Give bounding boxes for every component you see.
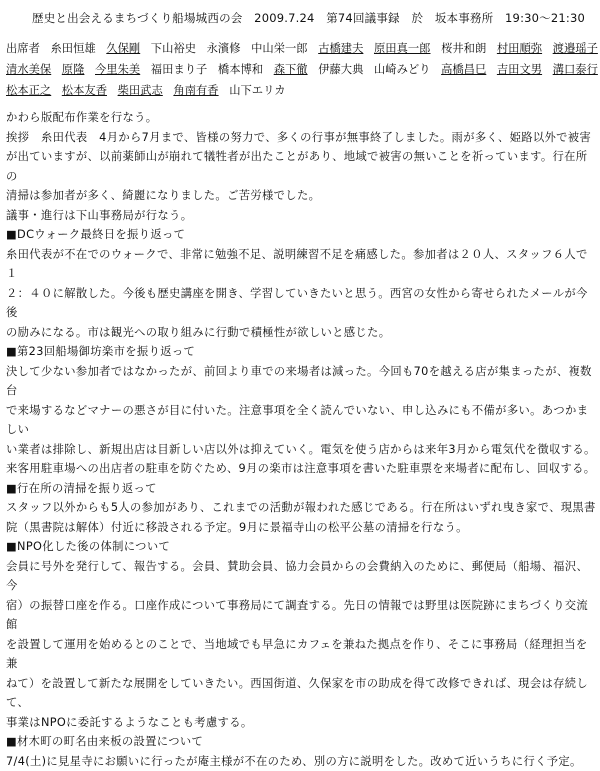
- attendee-name: 松本友香: [62, 84, 107, 97]
- body-line: 糸田代表が不在でのウォークで、非常に勉強不足、説明練習不足を痛感した。参加者は２０人、スタッフ６人で１: [6, 245, 596, 284]
- body-line: 決して少ない参加者ではなかったが、前回より車での来場者は減った。今回も70を越える店が集まったが、複数台: [6, 362, 596, 401]
- attendee-name: 山下エリカ: [229, 84, 285, 97]
- body-line: い業者は排除し、新規出店は目新しい店以外は抑えていく。電気を使う店からは来年3月から電気代を徴収する。: [6, 440, 596, 460]
- body-line: の励みになる。市は観光への取り組みに行動で積極性が欲しいと感じた。: [6, 323, 596, 343]
- attendees-section: [6, 40, 596, 103]
- body-line: を設置して運用を始めるとのことで、当地域でも早急にカフェを兼ねた拠点を作り、そこに事務局（経理担当を兼: [6, 635, 596, 674]
- attendee-name: 永濱修: [207, 42, 241, 55]
- attendee-name: 松本正之: [6, 84, 51, 97]
- attendee-name: 角南有香: [173, 84, 218, 97]
- body-line: 清掃は参加者が多く、綺麗になりました。ご苦労様でした。: [6, 186, 596, 206]
- attendees-row: [6, 61, 596, 82]
- attendee-name: 原隆: [62, 63, 85, 76]
- body-line: 議事・進行は下山事務局が行なう。: [6, 206, 596, 226]
- attendee-name: 古橋建夫: [318, 42, 363, 55]
- attendee-name: 今里朱美: [95, 63, 140, 76]
- attendee-name: 山崎みどり: [374, 63, 431, 76]
- attendee-name: 渡邉瑶子: [553, 42, 598, 55]
- attendee-name: 伊藤大典: [318, 63, 363, 76]
- body-line: かわら版配布作業を行なう。: [6, 108, 596, 128]
- attendee-name: 下山裕史: [151, 42, 196, 55]
- attendee-name: 橋本博和: [218, 63, 263, 76]
- attendees-row: [6, 82, 596, 103]
- minutes-body: [6, 108, 596, 771]
- body-line: 7/4(土)に見星寺にお願いに行ったが庵主様が不在のため、別の方に説明をした。改めて近いうちに行く予定。: [6, 752, 596, 771]
- body-line: ねて）を設置して新たな展開をしていきたい。西国街道、久保家を市の助成を得て改修できれば、現会は存続して、: [6, 674, 596, 713]
- body-line: 事業はNPOに委託するようなことも考慮する。: [6, 713, 596, 733]
- body-line: スタッフ以外からも5人の参加があり、これまでの活動が報われた感じである。行在所はいずれ曳き家で、現黒書: [6, 498, 596, 518]
- attendees-row: [6, 40, 596, 61]
- body-line: 来客用駐車場への出店者の駐車を防ぐため、9月の楽市は注意事項を書いた駐車票を来場者に配布し、回収する。: [6, 459, 596, 479]
- section-heading: ■行在所の清掃を振り返って: [6, 479, 596, 499]
- body-line: 宿）の振替口座を作る。口座作成について事務局にて調査する。先日の情報では野里は医院跡にまちづくり交流館: [6, 596, 596, 635]
- body-line: ２：４０に解散した。今後も歴史講座を開き、学習していきたいと思う。西宮の女性から寄せられたメールが今後: [6, 284, 596, 323]
- attendee-name: 吉田文男: [497, 63, 542, 76]
- attendee-name: 久保剛: [106, 42, 140, 55]
- body-line: 挨拶 糸田代表 4月から7月まで、皆様の努力で、多くの行事が無事終了しました。雨が多く、姫路以外で被害: [6, 128, 596, 148]
- section-heading: ■第23回船場御坊楽市を振り返って: [6, 342, 596, 362]
- body-line: で来場するなどマナーの悪さが目に付いた。注意事項を全く読んでいない、申し込みにも不備が多い。あつかましい: [6, 401, 596, 440]
- attendee-name: 村田順弥: [497, 42, 542, 55]
- attendee-name: 高橋昌巳: [441, 63, 486, 76]
- body-line: 会員に号外を発行して、報告する。会員、賛助会員、協力会員からの会費納入のために、郵便局（船場、福沢、今: [6, 557, 596, 596]
- attendee-name: 清水美保: [6, 63, 51, 76]
- attendees-label: 出席者: [6, 42, 40, 55]
- body-line: 院（黒書院は解体）付近に移設される予定。9月に景福寺山の松平公墓の清掃を行なう。: [6, 518, 596, 538]
- section-heading: ■NPO化した後の体制について: [6, 537, 596, 557]
- body-line: が出ていますが、以前薬師山が崩れて犠牲者が出たことがあり、地域で被害の無いことを祈っています。行在所の: [6, 147, 596, 186]
- attendee-name: 桜井和朗: [441, 42, 486, 55]
- attendee-name: 中山栄一郎: [251, 42, 308, 55]
- attendee-name: 福田まり子: [151, 63, 208, 76]
- attendee-name: 柴田武志: [118, 84, 163, 97]
- section-heading: ■材木町の町名由来板の設置について: [6, 732, 596, 752]
- attendee-name: 原田真一郎: [374, 42, 431, 55]
- section-heading: ■DCウォーク最終日を振り返って: [6, 225, 596, 245]
- attendee-name: 溝口泰行: [553, 63, 598, 76]
- attendee-name: 森下徹: [274, 63, 308, 76]
- document-title: 歴史と出会えるまちづくり船場城西の会 2009.7.24 第74回議事録 於 坂本事務所 19:30～21:30: [32, 10, 585, 26]
- attendee-name: 糸田恒雄: [51, 42, 96, 55]
